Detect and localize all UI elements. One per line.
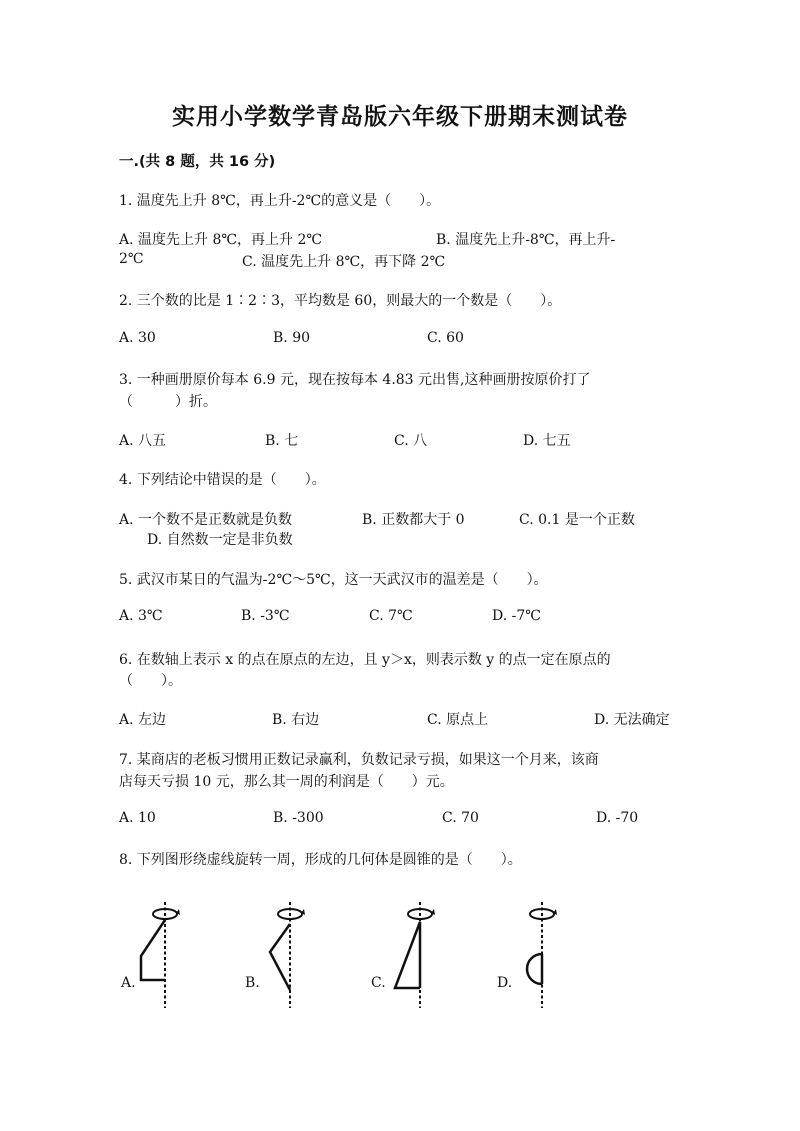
question-6-option-a: A. 左边 [119,712,167,728]
figure-c-rotation-diagram [390,900,440,1010]
question-6-option-b: B. 右边 [272,712,320,728]
question-5-option-b: B. -3℃ [241,608,290,624]
question-4-option-d: D. 自然数一定是非负数 [147,532,293,548]
question-3-option-a: A. 八五 [119,433,167,449]
question-1-option-a: A. 温度先上升 8℃，再上升 2℃ [119,232,323,248]
question-7-text-line-2: 店每天亏损 10 元，那么其一周的利润是（ ）元。 [119,774,454,790]
question-2-option-b: B. 90 [273,330,311,346]
question-3-option-c: C. 八 [394,433,428,449]
question-3-text-line-2: （ ）折。 [119,394,217,410]
page-title: 实用小学数学青岛版六年级下册期末测试卷 [172,104,628,130]
question-1-option-c: C. 温度先上升 8℃，再下降 2℃ [242,254,446,270]
question-3-option-b: B. 七 [265,433,299,449]
question-5-option-d: D. -7℃ [492,608,541,624]
question-6-text-line-2: （ ）。 [119,673,182,689]
question-6-option-d: D. 无法确定 [594,712,670,728]
question-7-option-b: B. -300 [273,810,324,826]
question-2-text: 2. 三个数的比是 1∶2∶3，平均数是 60，则最大的一个数是（ ）。 [119,293,562,309]
figure-d-rotation-diagram [512,900,562,1010]
question-7-option-d: D. -70 [596,810,639,826]
question-5-option-c: C. 7℃ [369,608,413,624]
question-4-option-c: C. 0.1 是一个正数 [519,512,635,528]
question-1-option-b-continued: 2℃ [119,251,144,267]
question-4-option-b: B. 正数都大于 0 [362,512,465,528]
question-7-option-a: A. 10 [119,810,156,826]
figure-b-label: B. [245,975,260,991]
question-4-text: 4. 下列结论中错误的是（ ）。 [119,472,326,488]
question-5-option-a: A. 3℃ [119,608,163,624]
question-3-text-line-1: 3. 一种画册原价每本 6.9 元，现在按每本 4.83 元出售,这种画册按原价打了 [119,372,591,388]
figure-a-label: A. [121,975,136,991]
question-3-option-d: D. 七五 [523,433,571,449]
question-7-option-c: C. 70 [442,810,479,826]
figure-d-label: D. [497,975,513,991]
question-2-option-c: C. 60 [427,330,464,346]
question-8-text: 8. 下列图形绕虚线旋转一周，形成的几何体是圆锥的是（ ）。 [119,852,522,868]
question-4-option-a: A. 一个数不是正数就是负数 [119,512,293,528]
question-1-text: 1. 温度先上升 8℃，再上升-2℃的意义是（ ）。 [119,193,441,209]
figure-b-rotation-diagram [260,900,310,1010]
question-6-option-c: C. 原点上 [427,712,489,728]
question-5-text: 5. 武汉市某日的气温为-2℃～5℃，这一天武汉市的温差是（ ）。 [119,572,548,588]
figure-c-label: C. [371,975,386,991]
question-7-text-line-1: 7. 某商店的老板习惯用正数记录赢利，负数记录亏损，如果这一个月来，该商 [119,752,599,768]
figure-a-rotation-diagram [135,900,185,1010]
question-6-text-line-1: 6. 在数轴上表示 x 的点在原点的左边，且 y＞x，则表示数 y 的点一定在原点的 [119,652,611,668]
section-heading: 一.(共 8 题，共 16 分) [119,154,276,170]
question-1-option-b: B. 温度先上升-8℃，再上升- [436,232,616,248]
question-2-option-a: A. 30 [119,330,156,346]
